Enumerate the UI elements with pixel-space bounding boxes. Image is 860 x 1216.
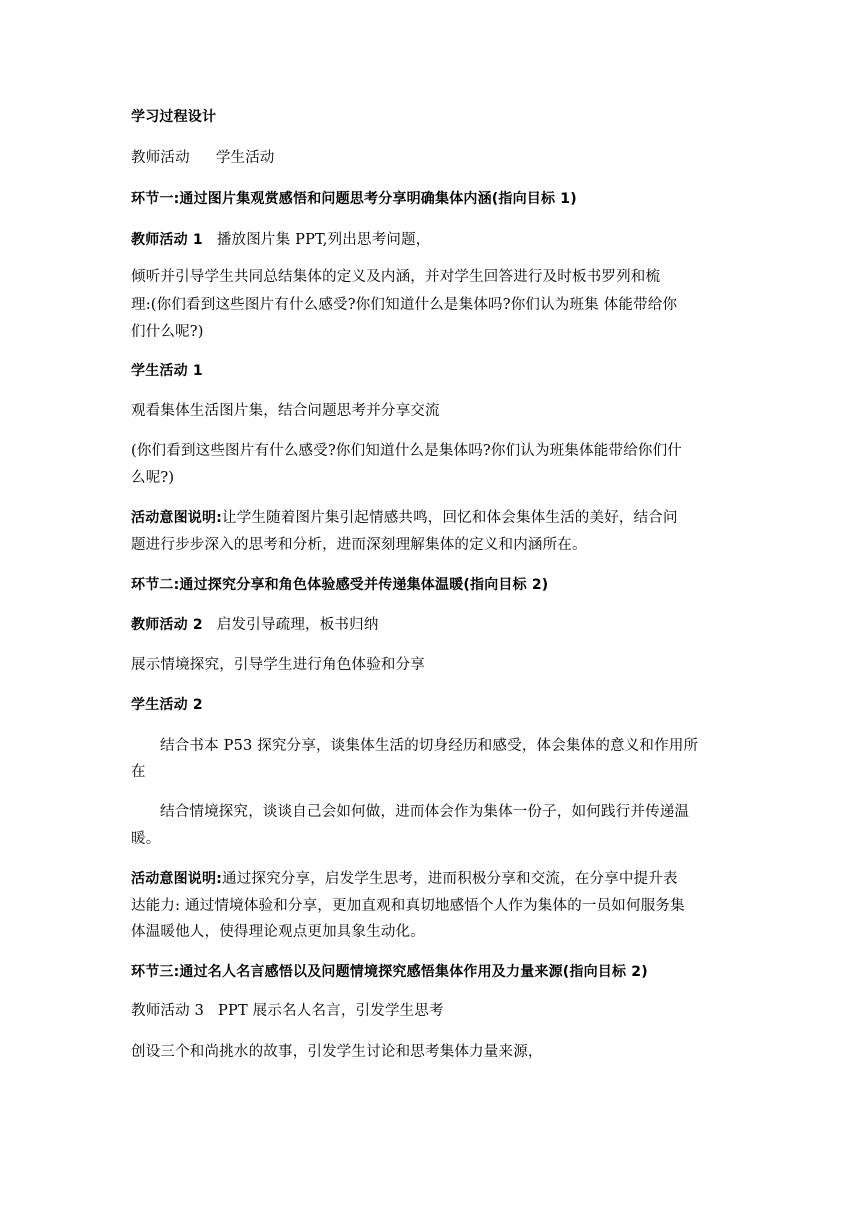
- section1-student-question-2: 么呢?): [131, 470, 175, 486]
- section3-teacher-row: [131, 1000, 731, 1023]
- section2-teacher-text: 启发引导疏理，板书归纳: [216, 617, 379, 633]
- section1-heading: 环节一:通过图片集观赏感悟和问题思考分享明确集体内涵(指向目标 1): [131, 191, 577, 207]
- section2-intent-row: [131, 868, 731, 891]
- page-title: 学习过程设计: [131, 109, 217, 125]
- section2-student-item1-2: 在: [131, 764, 146, 780]
- section3-teacher-label: 教师活动 3: [131, 1003, 205, 1019]
- column-headers: [131, 147, 731, 170]
- section1-student-question-1: (你们看到这些图片有什么感受?你们知道什么是集体吗?你们认为班集体能带给你们什: [131, 443, 683, 459]
- section1-teacher-row: [131, 229, 731, 252]
- section1-intent-label: 活动意图说明:: [131, 510, 222, 526]
- section2-student-item1-1: 结合书本 P53 探究分享，谈集体生活的切身经历和感受，体会集体的意义和作用所: [160, 738, 699, 754]
- section2-teacher-detail: 展示情境探究，引导学生进行角色体验和分享: [131, 657, 425, 673]
- section1-intent-row: [131, 507, 731, 530]
- section1-teacher-detail-3: 们什么呢?): [131, 324, 204, 340]
- section1-teacher-text: 播放图片集 PPT,列出思考问题，: [216, 232, 431, 248]
- section3-teacher-text: PPT 展示名人名言，引发学生思考: [218, 1003, 444, 1019]
- section2-intent-text-3: 体温暖他人，使得理论观点更加具象生动化。: [131, 924, 425, 940]
- section3-heading: 环节三:通过名人名言感悟以及问题情境探究感悟集体作用及力量来源(指向目标 2): [131, 964, 648, 980]
- section3-teacher-detail: 创设三个和尚挑水的故事，引发学生讨论和思考集体力量来源，: [131, 1044, 543, 1060]
- section1-teacher-label: 教师活动 1: [131, 232, 203, 248]
- section2-teacher-label: 教师活动 2: [131, 617, 203, 633]
- section2-intent-text-1: 通过探究分享，启发学生思考，进而积极分享和交流，在分享中提升表: [222, 871, 678, 887]
- section1-intent-text-1: 让学生随着图片集引起情感共鸣，回忆和体会集体生活的美好，结合问: [222, 510, 678, 526]
- section2-teacher-row: [131, 614, 731, 637]
- section1-intent-text-2: 题进行步步深入的思考和分析，进而深刻理解集体的定义和内涵所在。: [131, 537, 587, 553]
- section1-teacher-detail-2: 理:(你们看到这些图片有什么感受?你们知道什么是集体吗?你们认为班集 体能带给你: [131, 297, 678, 313]
- section1-student-label: 学生活动 1: [131, 363, 203, 379]
- section2-intent-label: 活动意图说明:: [131, 871, 222, 887]
- section2-student-item2-2: 暖。: [131, 831, 161, 847]
- section1-student-text: 观看集体生活图片集，结合问题思考并分享交流: [131, 403, 440, 419]
- section2-student-item2-1: 结合情境探究，谈谈自己会如何做，进而体会作为集体一份子，如何践行并传递温: [160, 804, 690, 820]
- section1-teacher-detail-1: 倾听并引导学生共同总结集体的定义及内涵，并对学生回答进行及时板书罗列和梳: [131, 269, 661, 285]
- column-teacher: 教师活动: [131, 150, 190, 166]
- section2-intent-text-2: 达能力: 通过情境体验和分享，更加直观和真切地感悟个人作为集体的一员如何服务集: [131, 898, 685, 914]
- section2-heading: 环节二:通过探究分享和角色体验感受并传递集体温暖(指向目标 2): [131, 577, 549, 593]
- section2-student-label: 学生活动 2: [131, 697, 203, 713]
- column-student: 学生活动: [215, 150, 275, 166]
